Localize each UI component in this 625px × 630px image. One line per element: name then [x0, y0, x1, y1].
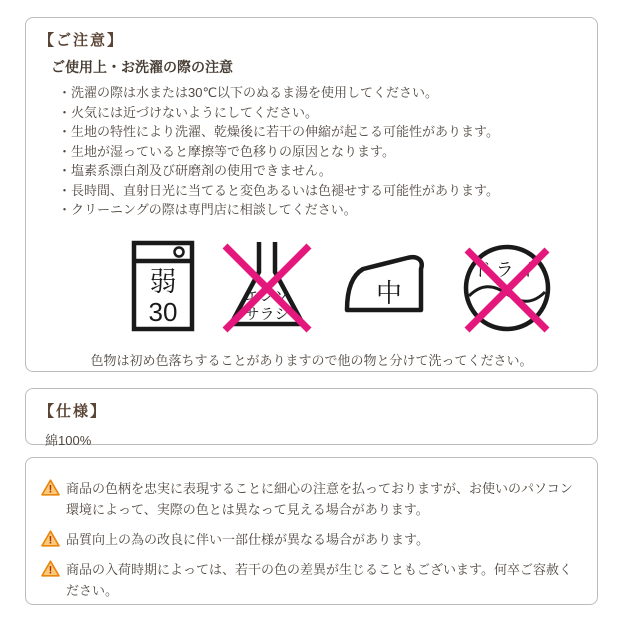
notice-bullet: ・火気には近づけないようにしてください。: [58, 104, 319, 120]
svg-text:!: !: [48, 534, 53, 547]
spec-title: 【仕様】: [39, 403, 108, 420]
warning-triangle-icon: [41, 479, 60, 496]
warning-row: [41, 478, 583, 520]
wash-strength-label: 弱: [149, 266, 177, 297]
bleach-label-line2: サラシ: [244, 305, 290, 323]
warning-text: 商品の色柄を忠実に表現することに細心の注意を払っておりますが、お使いのパソコン環境によって、実際の色とは異なって見える場合があります。: [66, 481, 573, 517]
dry-clean-label: ドライ: [472, 259, 542, 280]
svg-text:!: !: [48, 564, 53, 577]
warning-text: 品質向上の為の改良に伴い一部仕様が異なる場合があります。: [66, 532, 429, 547]
iron-temp-label: 中: [375, 277, 403, 308]
notice-box: [25, 17, 598, 372]
notice-bullet-list: [26, 77, 597, 220]
warning-triangle-icon: [41, 560, 60, 577]
notice-bullet: ・クリーニングの際は専門店に相談してください。: [58, 202, 357, 217]
spec-box: [25, 388, 598, 448]
care-caption: 色物は初め色落ちすることがありますので他の物と分けて洗ってください。: [90, 352, 533, 368]
notice-bullet: ・生地の特性により洗濯、乾燥後に若干の伸縮が起こる可能性があります。: [58, 124, 499, 139]
iron-medium-icon: [339, 250, 435, 322]
bleach-label-line1: エンソ: [244, 287, 290, 305]
no-chlorine-bleach-icon: [219, 238, 315, 334]
warning-row: [41, 559, 583, 601]
warning-row: [41, 529, 583, 550]
warning-box: [25, 457, 598, 605]
wash-temp-label: 30: [148, 296, 178, 327]
notice-bullet: ・塩素系漂白剤及び研磨剤の使用できません。: [58, 163, 332, 178]
warning-text: 商品の入荷時期によっては、若干の色の差異が生じることもございます。何卒ご容赦ください。: [66, 562, 572, 598]
notice-title: 【ご注意】: [39, 32, 125, 49]
notice-subtitle: ご使用上・お洗濯の際の注意: [51, 59, 233, 75]
care-symbols-row: [131, 238, 597, 334]
wash-weak-30-icon: [131, 240, 195, 332]
warning-triangle-icon: [41, 530, 60, 547]
notice-bullet: ・洗濯の際は水または30℃以下のぬるま湯を使用してください。: [58, 85, 439, 100]
spec-content: 綿100%: [45, 433, 92, 448]
notice-bullet: ・生地が湿っていると摩擦等で色移りの原因となります。: [58, 143, 395, 159]
notice-bullet: ・長時間、直射日光に当てると変色あるいは色褪せする可能性があります。: [58, 182, 499, 198]
no-dry-clean-icon: [459, 238, 555, 334]
svg-text:!: !: [48, 483, 53, 496]
